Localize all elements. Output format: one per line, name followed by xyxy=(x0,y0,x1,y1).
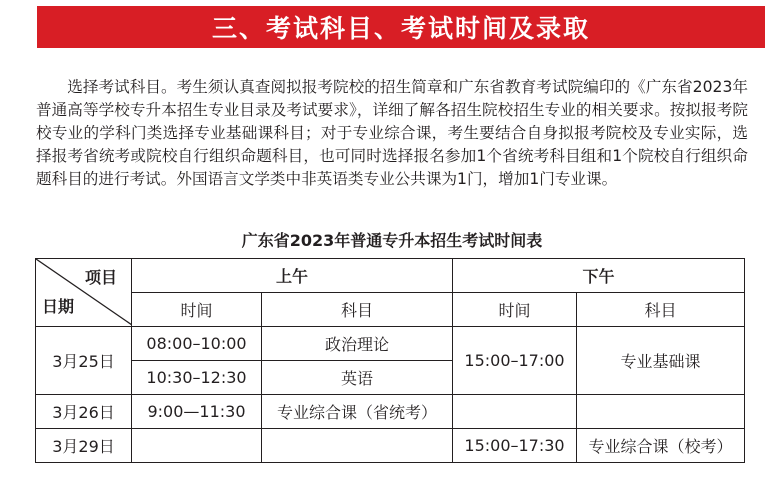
exam-schedule-table xyxy=(35,258,745,463)
am-subject-cell xyxy=(262,429,453,463)
header-corner-cell xyxy=(36,259,132,327)
am-time-cell: 10:30–12:30 xyxy=(132,361,262,395)
table-row xyxy=(36,327,745,361)
header-morning: 上午 xyxy=(132,259,453,293)
header-am-subject: 科目 xyxy=(262,293,453,327)
header-pm-time: 时间 xyxy=(453,293,577,327)
am-subject-cell: 专业综合课（省统考） xyxy=(262,395,453,429)
date-cell: 3月26日 xyxy=(36,395,132,429)
table-caption: 广东省2023年普通专升本招生考试时间表 xyxy=(241,231,543,250)
section-title: 三、考试科目、考试时间及录取 xyxy=(211,14,590,43)
header-item-label: 项目 xyxy=(84,268,117,287)
pm-subject-cell: 专业基础课 xyxy=(577,327,745,395)
pm-subject-cell xyxy=(577,395,745,429)
am-time-cell xyxy=(132,429,262,463)
pm-time-cell: 15:00–17:00 xyxy=(453,327,577,395)
section-banner xyxy=(37,6,765,48)
date-cell: 3月29日 xyxy=(36,429,132,463)
table-subheader-row xyxy=(36,293,745,327)
table-row xyxy=(36,429,745,463)
table-header-row xyxy=(36,259,745,293)
table-row xyxy=(36,395,745,429)
am-subject-cell: 英语 xyxy=(262,361,453,395)
pm-time-cell: 15:00–17:30 xyxy=(453,429,577,463)
date-cell: 3月25日 xyxy=(36,327,132,395)
am-time-cell: 9:00—11:30 xyxy=(132,395,262,429)
header-pm-subject: 科目 xyxy=(577,293,745,327)
header-afternoon: 下午 xyxy=(453,259,745,293)
am-subject-cell: 政治理论 xyxy=(262,327,453,361)
pm-subject-cell: 专业综合课（校考） xyxy=(577,429,745,463)
am-time-cell: 08:00–10:00 xyxy=(132,327,262,361)
body-paragraph: 选择考试科目。考生须认真查阅拟报考院校的招生简章和广东省教育考试院编印的《广东省2023年普通高等学校专升本招生专业目录及考试要求》，详细了解各招生院校招生专业的相关要求。按拟报考院校专业的学科门类选择专业基础课科目；对于专业综合课，考生要结合自身拟报考院校及专业实际，选择报考省统考或院校自行组织命题科目，也可同时选择报名参加1个省统考科目组和1个院校自行组织命题科目的进行考试。外国语言文学类中非英语类专业公共课为1门，增加1门专业课。 xyxy=(36,77,748,189)
pm-time-cell xyxy=(453,395,577,429)
header-am-time: 时间 xyxy=(132,293,262,327)
header-date-label: 日期 xyxy=(42,297,75,316)
